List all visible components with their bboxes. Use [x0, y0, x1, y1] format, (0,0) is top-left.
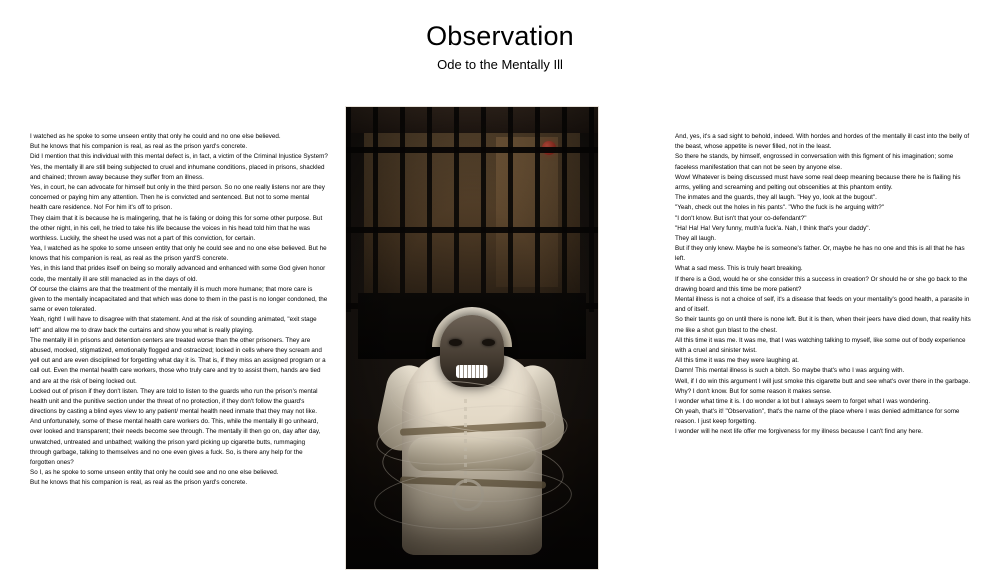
- paragraph: Yea, I watched as he spoke to some unseen entity that only he could see and no one else believed. But he knows that his companion is real, as real as the prison yard'S concrete.: [30, 245, 327, 263]
- paragraph: If there is a God, would he or she consider this a success in creation? Or should he or she go back to the drawing board and this time be more patient?: [675, 275, 968, 293]
- paragraph: So there he stands, by himself, engrossed in conversation with this figment of his imagination; some faceless manifestation that can not be seen by anyone else.: [675, 153, 954, 171]
- paragraph: I wonder will he next life offer me forgiveness for my illness because I can't find any here.: [675, 428, 923, 436]
- right-column-text: [675, 132, 973, 438]
- document-page: [0, 22, 1000, 585]
- paragraph: Yes, in this land that prides itself on being so morally advanced and enhanced with some God given honor code, the mentally ill are still manacled as in the days of old.: [30, 265, 326, 283]
- paragraph: The mentally ill in prisons and detention centers are treated worse than the other prisoners. They are abused, mocked, stigmatized, emotionally flogged and ostracized; locked in cells where they scream and yell out and are even disciplined for forgetting what day it is. That is, if they miss an assigned program or a call out. Even the mental health care workers, those who truly care and try to assist them, hands are tied and are at the risk of being locked out.: [30, 336, 326, 385]
- paragraph: They claim that it is because he is malingering, that he is faking or doing this for some other purpose. But the other night, in his cell, he tried to take his life because the voices in his head told him that he was worthless. Luckily, the sheet he used was not a part of this conviction, for certain.: [30, 214, 323, 242]
- right-text-column: [675, 132, 973, 438]
- left-column-text: [30, 132, 328, 489]
- left-text-column: [30, 132, 328, 489]
- paragraph: But he knows that his companion is real, as real as the prison yard's concrete.: [30, 479, 248, 487]
- paragraph: I wonder what time it is. I do wonder a lot but I always seem to forget what I was wondering.: [675, 397, 931, 405]
- paragraph: All this time it was me. It was me, that I was watching talking to myself, like some out of body experience with a cruel and sinister twist.: [675, 336, 966, 354]
- paragraph: What a sad mess. This is truly heart breaking.: [675, 265, 803, 273]
- paragraph: "Ha! Ha! Ha! Very funny, muth'a fuck'a. Nah, I think that's your daddy".: [675, 224, 871, 232]
- paragraph: Of course the claims are that the treatment of the mentally ill is much more humane; that more care is given to the mentally incapacitated and that which was done to them in the past is no longer condoned, the same or even tolerated.: [30, 285, 328, 314]
- paragraph: Damn! This mental illness is such a bitch. So maybe that's who I was arguing with.: [675, 367, 905, 375]
- paragraph: Yes, in court, he can advocate for himself but only in the third person. So no one really listens nor are they concerned or paying him any attention. Then he is convicted and sentenced. But not to some mental health care residence. No! For him it's off to prison.: [30, 183, 325, 212]
- page-title: Observation: [426, 21, 574, 51]
- paragraph: Locked out of prison if they don't listen. They are told to listen to the guards who run the prison's mental health unit and the punitive section under the threat of no protection, if they don't follow the guard's directions by casting a blind eyes view to any patient/ mental health need inmate that they may not like. And unfortunately, some of these mental health care workers do. This, while the mentally ill go unheard, over looked and transparent; their needs become see through. The mentally ill then go on, day after day, unwatched, untreated and unbathed; walking the prison yard picking up cigarette butts, rummaging through garbage, talking to themselves and no one even gives a fuck. So, is there any help for the forgotten ones?: [30, 387, 321, 466]
- paragraph: I watched as he spoke to some unseen entity that only he could and no one else believed.: [30, 133, 281, 140]
- paragraph: So their taunts go on until there is none left. But it is then, when their jeers have died down, that reality hits me like a shot gun blast to the chest.: [675, 316, 971, 334]
- paragraph: But if they only knew. Maybe he is someone's father. Or, maybe he has no one and this is all that he has left.: [675, 245, 965, 263]
- paragraph: Wow! Whatever is being discussed must have some real deep meaning because there he is flailing his arms, yelling and screaming and pelting out obscenities at this phantom entity.: [675, 173, 961, 191]
- paragraph: The inmates and the guards, they all laugh. "Hey yo, look at the bugout".: [675, 194, 877, 202]
- page-subtitle: Ode to the Mentally Ill: [437, 56, 563, 72]
- paragraph: All this time it was me they were laughing at.: [675, 357, 799, 365]
- paragraph: But he knows that his companion is real, as real as the prison yard's concrete.: [30, 143, 248, 151]
- body-columns: [0, 132, 1000, 552]
- paragraph: Why? I don't know. But for some reason it makes sense.: [675, 387, 832, 395]
- paragraph: Well, if I do win this argument I will just smoke this cigarette butt and see what's over there in the garbage.: [675, 377, 971, 385]
- paragraph: "I don't know. But isn't that your co-defendant?": [675, 214, 807, 222]
- paragraph: "Yeah, check out the holes in his pants". "Who the fuck is he arguing with?": [675, 204, 884, 212]
- paragraph: And, yes, it's a sad sight to behold, indeed. With hordes and hordes of the mentally ill cast into the belly of the beast, whose appetite is never filled, not in the least.: [675, 133, 970, 151]
- paragraph: Mental illness is not a choice of self, it's a disease that feeds on your mentality's good health, a parasite in and of itself.: [675, 296, 970, 314]
- paragraph: Did I mention that this individual with this mental defect is, in fact, a victim of the Criminal Injustice System?: [30, 153, 328, 161]
- paragraph: Yes, the mentally ill are still being subjected to cruel and inhumane conditions, placed in prisons, shackled and chained; thrown away because they suffer from an illness.: [30, 163, 325, 181]
- paragraph: They all laugh.: [675, 234, 716, 242]
- paragraph: Yeah, right! I will have to disagree with that statement. And at the risk of sounding animated, "exit stage left" and allow me to draw back the curtains and show you what is really playing.: [30, 316, 317, 334]
- paragraph: So I, as he spoke to some unseen entity that only he could see and no one else believed.: [30, 469, 279, 477]
- paragraph: Oh yeah, that's it! "Observation", that's the name of the place where I was denied admittance for some reason. I just keep forgetting.: [675, 408, 960, 426]
